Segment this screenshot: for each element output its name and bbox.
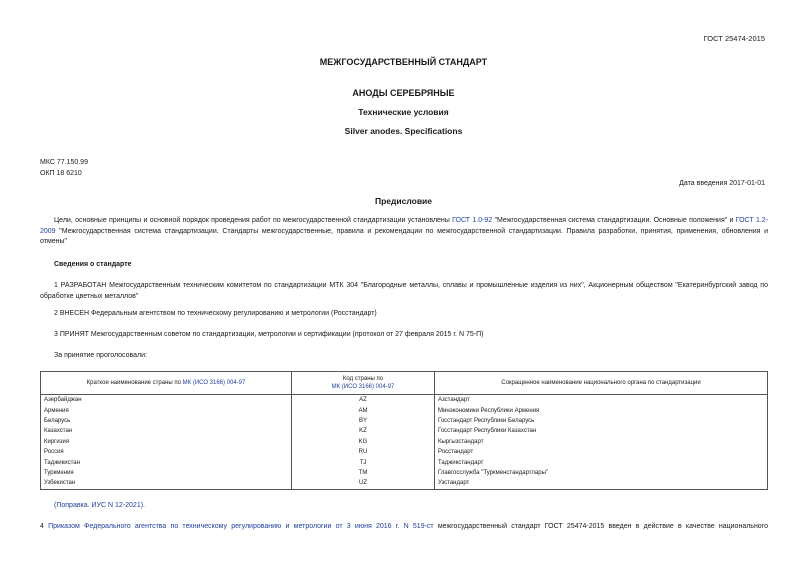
standard-type: МЕЖГОСУДАРСТВЕННЫЙ СТАНДАРТ [319,57,488,67]
mk-iso-link[interactable]: МК (ИСО 3166) 004-97 [182,380,246,386]
country-code: KZ [292,426,435,436]
rosstandart-order-link[interactable]: Приказом Федерального агентства по техническому регулированию и метрологии от 3 июня 2016 г. N 519-ст [48,523,434,530]
okp-code: ОКП 18 6210 [40,170,82,177]
country-code: UZ [292,478,435,489]
national-body: Главгосслужба "Туркменстандартлары" [435,468,768,478]
country-code: BY [292,416,435,426]
national-body: Госстандарт Республики Беларусь [435,416,768,426]
amendment-note[interactable]: (Поправка. ИУС N 12-2021). [54,502,145,509]
table-row [41,395,768,406]
preface-text: "Межгосударственная система стандартизации. Стандарты межгосударственные, правила и рекомендации по межгосударственной стандартизации. Правила разработки, принятия, применения, обновления и отмены" [40,227,768,245]
item-4-text: межгосударственный стандарт ГОСТ 25474-2015 введен в действие в качестве национального [433,523,768,530]
voted-for-label: За принятие проголосовали: [54,352,147,359]
item-number: 4 [40,523,49,530]
country-code: TM [292,468,435,478]
country-name: Россия [41,447,292,457]
country-name: Беларусь [41,416,292,426]
gost-1-2-link[interactable]: ГОСТ 1.2-2009 [40,217,769,235]
header-national-body: Сокращенное наименование национального органа по стандартизации [435,372,768,395]
document-title-en: Silver anodes. Specifications [344,126,463,136]
preface-text: Цели, основные принципы и основной порядок проведения работ по межгосударственной стандартизации установлены [54,217,453,224]
document-subtitle: Технические условия [358,107,449,117]
country-name: Армения [41,405,292,415]
national-body: Кыргызстандарт [435,437,768,447]
table-row [41,416,768,426]
country-name: Казахстан [41,426,292,436]
document-code: ГОСТ 25474-2015 [703,34,765,43]
country-name: Таджикистан [41,457,292,467]
country-name: Азербайджан [41,395,292,406]
country-code: TJ [292,457,435,467]
country-code: RU [292,447,435,457]
table-row [41,405,768,415]
national-body: Госстандарт Республики Казахстан [435,426,768,436]
header-country: Краткое наименование страны по МК (ИСО 3166) 004-97 [41,372,292,395]
country-code: KG [292,437,435,447]
document-title: АНОДЫ СЕРЕБРЯНЫЕ [352,88,455,98]
table-row [41,468,768,478]
table-header-row [41,372,768,395]
standard-info-heading: Сведения о стандарте [54,261,132,268]
table-row [41,437,768,447]
item-2-submitted: 2 ВНЕСЕН Федеральным агентством по техническому регулированию и метрологии (Росстандарт) [54,310,377,317]
country-name: Узбекистан [41,478,292,489]
table-row [41,426,768,436]
item-1-developed: 1 РАЗРАБОТАН Межгосударственным техническим комитетом по стандартизации МТК 304 "Благородные металлы, сплавы и промышленные изделия из них", Акционерным обществом "Екатеринбургский завод по обработке цветных металлов" [40,282,768,300]
national-body: Минэкономики Республики Армения [435,405,768,415]
item-3-adopted: 3 ПРИНЯТ Межгосударственным советом по стандартизации, метрологии и сертификации (протокол от 27 февраля 2015 г. N 75-П) [54,331,484,338]
national-body: Росстандарт [435,447,768,457]
preface-text: "Межгосударственная система стандартизации. Основные положения" и [492,217,736,224]
introduction-date: Дата введения 2017-01-01 [679,180,765,187]
table-row [41,478,768,489]
preface-heading: Предисловие [374,196,433,206]
country-name: Туркмения [41,468,292,478]
mk-iso-link[interactable]: МК (ИСО 3166) 004-97 [331,384,395,390]
country-code: AZ [292,395,435,406]
voting-countries-table [40,371,768,490]
gost-1-0-link[interactable]: ГОСТ 1.0-92 [452,217,493,224]
national-body: Азстандарт [435,395,768,406]
table-row [41,447,768,457]
header-country-code: Код страны по МК (ИСО 3166) 004-97 [292,372,435,395]
preface-paragraph [40,216,768,248]
item-4-enacted [40,523,768,530]
national-body: Таджикстандарт [435,457,768,467]
country-code: AM [292,405,435,415]
national-body: Узстандарт [435,478,768,489]
country-name: Киргизия [41,437,292,447]
table-row [41,457,768,467]
mks-code: МКС 77.150.99 [40,159,88,166]
